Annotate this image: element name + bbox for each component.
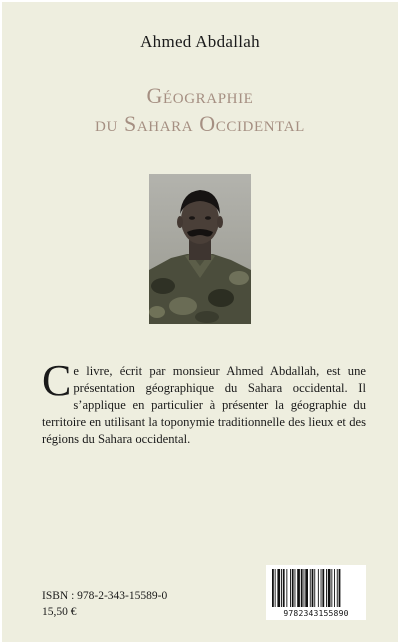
drop-cap-letter: C: [42, 356, 72, 405]
book-description: [42, 356, 366, 448]
barcode-bar: [334, 569, 335, 607]
barcode-bar: [290, 569, 291, 607]
barcode-bar: [272, 569, 274, 607]
book-price: 15,50 €: [42, 606, 77, 618]
isbn-barcode: [266, 565, 366, 620]
barcode-bar: [318, 569, 319, 607]
portrait-illustration: [149, 174, 251, 324]
barcode-bar: [312, 569, 314, 607]
book-title-line-2: du Sahara Occidental: [95, 111, 305, 136]
barcode-bars-icon: [266, 565, 366, 609]
book-title-line-1: Géographie: [146, 83, 254, 108]
barcode-bar: [328, 569, 331, 607]
barcode-bar: [275, 569, 276, 607]
barcode-bar: [277, 569, 280, 607]
barcode-bar: [321, 569, 322, 607]
barcode-bar: [314, 569, 315, 607]
barcode-bar: [326, 569, 327, 607]
barcode-bar: [292, 569, 294, 607]
barcode-bar: [281, 569, 282, 607]
barcode-bar: [305, 569, 308, 607]
barcode-bar: [286, 569, 287, 607]
author-portrait-photo: [149, 174, 251, 324]
barcode-bar: [331, 569, 332, 607]
description-text: e livre, écrit par monsieur Ahmed Abdallah, est une présentation géographique du Sahara occidental. Il s’applique en particulier à présenter la géographie du territoire en utilisant la toponymie traditionnelle des lieux et des régions du Sahara occidental.: [42, 364, 366, 446]
barcode-number: 9782343155890: [283, 609, 349, 618]
barcode-bar: [322, 569, 324, 607]
barcode-bar: [283, 569, 285, 607]
barcode-bar: [304, 569, 305, 607]
barcode-bar: [337, 569, 338, 607]
book-back-cover: [2, 2, 398, 642]
barcode-bar: [310, 569, 311, 607]
barcode-bar: [301, 569, 303, 607]
author-name: Ahmed Abdallah: [140, 32, 260, 51]
barcode-bar: [297, 569, 300, 607]
isbn-number: ISBN : 978-2-343-15589-0: [42, 590, 168, 602]
barcode-bar: [295, 569, 296, 607]
barcode-bar: [339, 569, 341, 607]
book-title: [2, 82, 398, 138]
